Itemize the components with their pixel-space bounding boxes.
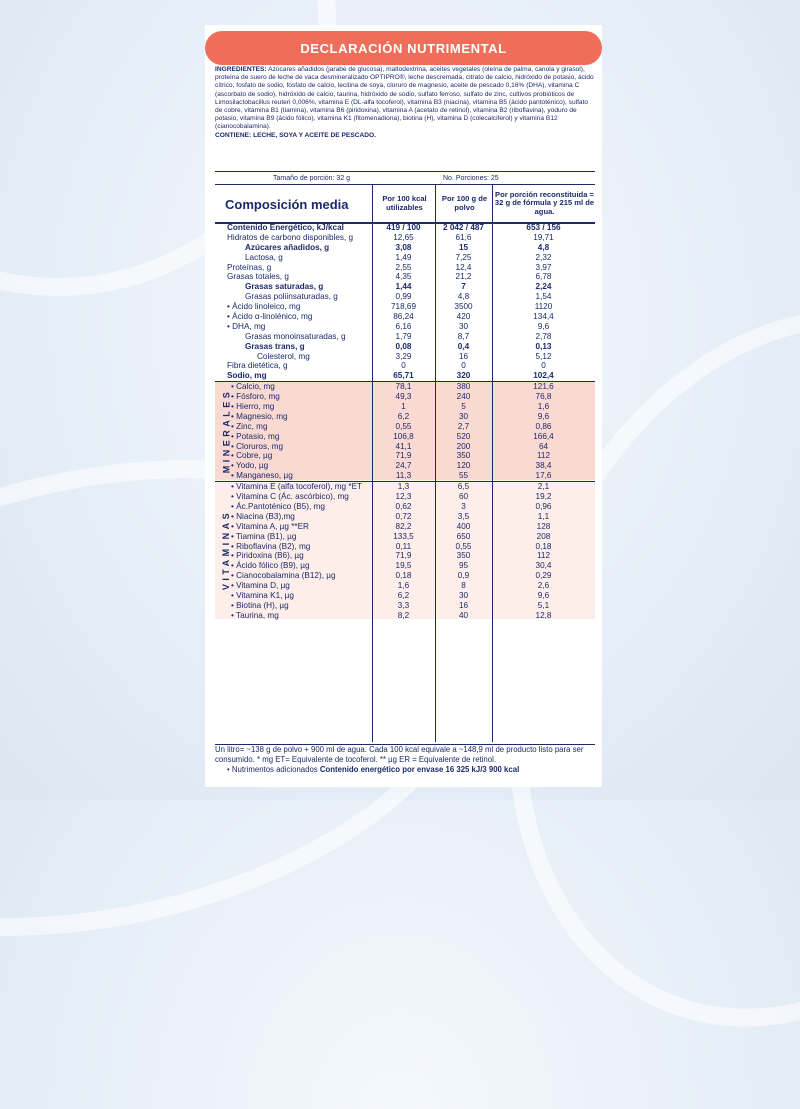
table-row	[215, 272, 595, 282]
nutrient-name: Grasas monoinsaturadas, g	[245, 331, 346, 341]
nutrient-value-v3: 9,6	[537, 411, 550, 421]
nutrient-value-v2: 0,4	[457, 341, 470, 351]
nutrient-name: • Hierro, mg	[231, 402, 275, 412]
nutrient-value-v2: 2 042 / 487	[443, 223, 484, 232]
footer-energy-content: Contenido energético por envase 16 325 kJ/3 900 kcal	[319, 765, 520, 774]
nutrient-value-v1: 1,3	[397, 482, 410, 492]
table-row	[215, 263, 595, 273]
nutrient-value-v2: 420	[456, 312, 471, 322]
nutrient-value-v2: 30	[458, 321, 469, 331]
nutrient-value-v1: 78,1	[395, 382, 412, 392]
nutrient-value-v3: 2,1	[537, 482, 550, 492]
table-row	[215, 481, 595, 492]
nutrient-value-v1: 3,08	[395, 242, 412, 252]
nutrient-value-v3: 1,54	[535, 292, 552, 302]
nutrient-value-v3: 102,4	[533, 371, 554, 381]
nutrient-value-v2: 350	[456, 451, 471, 461]
table-row	[215, 601, 595, 611]
nutrient-name: • Vitamina K1, µg	[231, 590, 294, 600]
nutrient-value-v2: 400	[456, 521, 471, 531]
nutrient-value-v2: 0,9	[457, 571, 470, 581]
nutrient-name: Grasas trans, g	[245, 341, 305, 351]
nutrient-value-v3: 134,4	[533, 312, 554, 322]
nutrient-value-v1: 4,35	[395, 272, 412, 282]
table-row	[215, 371, 595, 381]
nutrient-value-v3: 12,8	[535, 610, 552, 620]
table-row	[215, 381, 595, 392]
table-row	[215, 292, 595, 302]
nutrient-name: Grasas totales, g	[227, 272, 289, 282]
nutrition-table-body	[215, 223, 595, 621]
nutrient-value-v1: 49,3	[395, 392, 412, 402]
nutrient-value-v3: 5,1	[537, 600, 550, 610]
footer-line-1: Un litro= ~138 g de polvo + 900 ml de agua. Cada 100 kcal equivale a ~148,9 ml de producto listo para ser consumido. * mg ET= Equivalente de tocoferol. ** µg ER = Equivalente de retinol.	[215, 745, 584, 764]
nutrient-value-v1: 1,44	[395, 282, 412, 292]
nutrient-name: Lactosa, g	[245, 252, 283, 262]
nutrient-value-v2: 0,55	[455, 541, 472, 551]
nutrient-name: • Riboflavina (B2), mg	[231, 541, 311, 551]
nutrient-name: • Vitamina A, µg **ER	[231, 521, 309, 531]
nutrient-value-v3: 19,71	[533, 232, 554, 242]
nutrient-value-v1: 82,2	[395, 521, 412, 531]
nutrient-value-v3: 38,4	[535, 461, 552, 471]
nutrient-value-v3: 2,24	[535, 282, 552, 292]
nutrient-value-v3: 2,6	[537, 581, 550, 591]
nutrient-name: • DHA, mg	[227, 321, 266, 331]
nutrient-value-v2: 6,5	[457, 482, 470, 492]
nutrient-name: • Taurina, mg	[231, 610, 279, 620]
column-header-per-100kcal: Por 100 kcal utilizables	[372, 185, 436, 222]
nutrient-value-v1: 1	[401, 402, 406, 412]
nutrient-value-v1: 6,2	[397, 590, 410, 600]
nutrient-value-v3: 0,86	[535, 421, 552, 431]
table-row	[215, 392, 595, 402]
nutrient-value-v3: 1,6	[537, 402, 550, 412]
nutrient-value-v2: 16	[458, 600, 469, 610]
nutrient-value-v2: 380	[456, 382, 471, 392]
nutrient-value-v1: 8,2	[397, 610, 410, 620]
table-row	[215, 361, 595, 371]
nutrient-value-v2: 12,4	[455, 262, 472, 272]
table-row	[215, 571, 595, 581]
nutrient-name: Grasas poliinsaturadas, g	[245, 292, 338, 302]
nutrient-value-v3: 30,4	[535, 561, 552, 571]
nutrient-name: • Vitamina C (Ác. ascórbico), mg	[231, 492, 349, 502]
table-row	[215, 332, 595, 342]
nutrient-name: • Niacina (B3),mg	[231, 511, 295, 521]
nutrient-value-v3: 1120	[534, 302, 553, 312]
nutrient-value-v1: 419 / 100	[386, 223, 421, 232]
table-row	[215, 412, 595, 422]
table-row	[215, 432, 595, 442]
nutrient-value-v2: 5	[461, 402, 466, 412]
nutrient-value-v1: 41,1	[395, 441, 412, 451]
nutrient-name: • Ácido fólico (B9), µg	[231, 561, 310, 571]
nutrient-value-v3: 0,29	[535, 571, 552, 581]
nutrient-value-v3: 19,2	[535, 492, 552, 502]
nutrient-name: • Ácido linoleico, mg	[227, 302, 301, 312]
nutrient-value-v3: 64	[538, 441, 549, 451]
nutrient-value-v3: 208	[536, 531, 551, 541]
table-header	[215, 185, 595, 224]
nutrient-value-v2: 0	[461, 361, 466, 371]
nutrient-value-v2: 95	[458, 561, 469, 571]
nutrient-value-v2: 55	[458, 471, 469, 481]
nutrient-value-v2: 40	[458, 610, 469, 620]
nutrient-value-v1: 0,62	[395, 501, 412, 511]
nutrient-value-v3: 653 / 156	[526, 223, 561, 232]
nutrient-value-v3: 4,8	[537, 242, 550, 252]
nutrient-value-v3: 0,18	[535, 541, 552, 551]
portion-row	[215, 171, 595, 185]
nutrient-value-v3: 3,97	[535, 262, 552, 272]
nutrient-value-v3: 2,32	[535, 252, 552, 262]
nutrient-name: • Potasio, mg	[231, 431, 280, 441]
nutrient-value-v1: 0,99	[395, 292, 412, 302]
table-row	[215, 422, 595, 432]
nutrient-value-v2: 16	[458, 351, 469, 361]
nutrient-value-v2: 4,8	[457, 292, 470, 302]
nutrient-name: • Biotina (H), µg	[231, 600, 289, 610]
nutrient-value-v1: 24,7	[395, 461, 412, 471]
nutrient-value-v1: 1,6	[397, 581, 410, 591]
table-row	[215, 243, 595, 253]
nutrient-name: Colesterol, mg	[257, 351, 310, 361]
nutrient-value-v1: 2,55	[395, 262, 412, 272]
nutrient-value-v2: 650	[456, 531, 471, 541]
table-row	[215, 352, 595, 362]
table-row	[215, 302, 595, 312]
nutrient-value-v1: 3,3	[397, 600, 410, 610]
nutrient-name: Azúcares añadidos, g	[245, 242, 330, 252]
nutrient-value-v1: 6,16	[395, 321, 412, 331]
nutrient-name: • Yodo, µg	[231, 461, 269, 471]
table-row	[215, 342, 595, 352]
nutrient-name: Hidratos de carbono disponibles, g	[227, 232, 354, 242]
nutrient-value-v1: 133,5	[393, 531, 414, 541]
ingredients-block	[215, 66, 596, 140]
nutrient-value-v1: 3,29	[395, 351, 412, 361]
table-row	[215, 471, 595, 481]
ingredients-label: INGREDIENTES:	[215, 66, 267, 73]
nutrient-value-v3: 121,6	[533, 382, 554, 392]
nutrient-value-v1: 106,8	[393, 431, 414, 441]
nutrient-value-v3: 166,4	[533, 431, 554, 441]
nutrient-name: Fibra dietética, g	[227, 361, 288, 371]
table-row	[215, 253, 595, 263]
column-header-per-portion: Por porción reconstituida = 32 g de fórmula y 215 ml de agua.	[492, 185, 596, 222]
nutrient-name: Contenido Energético, kJ/kcal	[227, 223, 344, 232]
nutrient-value-v1: 12,65	[393, 232, 414, 242]
nutrient-name: • Calcio, mg	[231, 382, 275, 392]
nutrient-value-v1: 0	[401, 361, 406, 371]
nutrient-value-v1: 71,9	[395, 551, 412, 561]
table-row	[215, 492, 595, 502]
table-row	[215, 532, 595, 542]
nutrient-value-v1: 12,3	[395, 492, 412, 502]
nutrient-value-v3: 9,6	[537, 590, 550, 600]
nutrient-name: • Magnesio, mg	[231, 411, 288, 421]
nutrient-value-v1: 1,49	[395, 252, 412, 262]
footer-line-2	[215, 765, 595, 775]
minerales-label-text: MINERALES	[221, 388, 232, 474]
nutrient-value-v2: 3500	[454, 302, 473, 312]
nutrient-value-v3: 5,12	[535, 351, 552, 361]
nutrient-name: • Ácido α-linolénico, mg	[227, 312, 313, 322]
nutrient-value-v1: 71,9	[395, 451, 412, 461]
nutrient-value-v2: 8,7	[457, 331, 470, 341]
nutrient-value-v2: 7,25	[455, 252, 472, 262]
nutrient-value-v2: 8	[461, 581, 466, 591]
portion-count: No. Porciones: 25	[443, 174, 499, 182]
nutrient-value-v2: 60	[458, 492, 469, 502]
nutrient-value-v1: 19,5	[395, 561, 412, 571]
nutrient-value-v2: 30	[458, 590, 469, 600]
column-header-per-100g: Por 100 g de polvo	[435, 185, 493, 222]
nutrient-value-v2: 3	[461, 501, 466, 511]
nutrient-name: • Manganeso, µg	[231, 471, 293, 481]
nutrient-value-v3: 9,6	[537, 321, 550, 331]
nutrient-value-v2: 520	[456, 431, 471, 441]
nutrient-value-v2: 15	[458, 242, 469, 252]
table-row	[215, 502, 595, 512]
table-row	[215, 512, 595, 522]
nutrient-value-v2: 21,2	[455, 272, 472, 282]
table-row	[215, 611, 595, 621]
table-row	[215, 542, 595, 552]
table-row	[215, 451, 595, 461]
footer-notes	[215, 744, 595, 775]
table-row	[215, 233, 595, 243]
label-title: DECLARACIÓN NUTRIMENTAL	[205, 31, 602, 65]
nutrient-name: Sodio, mg	[227, 371, 267, 381]
nutrient-name: • Fósforo, mg	[231, 392, 280, 402]
nutrient-name: • Zinc, mg	[231, 421, 268, 431]
nutrient-value-v3: 0,96	[535, 501, 552, 511]
ingredients-text: Azúcares añadidos (jarabe de glucosa), maltodextrina, aceites vegetales (oleína de palma, canola y girasol), proteína de suero de leche de vaca desmineralizado OPTIPRO®, leche descremada, citrato de calcio, hidróxido de potasio, ácido cítrico, fosfato de sodio, fosfato de calcio, lecitina de soya, cloruro de magnesio, aceite de pescado 0,16% (DHA), vitamina C (ascorbato de sodio), hidróxido de calcio, taurina, hidróxido de sodio, sulfato ferroso, sulfato de zinc, cultivos probióticos de Limosilactobacillus reuteri 0,006%, vitamina E (DL-alfa tocoferol), vitamina B3 (niacina), vitamina B5 (ácido pantoténico), sulfato de cobre, vitamina B1 (tiamina), vitamina B6 (piridoxina), vitamina A (acetato de retinol), vitamina B2 (riboflavina), yoduro de potasio, vitamina B9 (ácido fólico), vitamina K1 (fitomenadiona), biotina (H), vitamina D (colecalciferol) y vitamina B12 (cianocobalamina).	[215, 66, 594, 131]
nutrient-name: • Piridoxina (B6), µg	[231, 551, 304, 561]
nutrient-name: • Vitamina E (alfa tocoferol), mg *ET	[231, 482, 363, 492]
nutrient-value-v3: 128	[536, 521, 551, 531]
nutrient-value-v3: 112	[536, 451, 551, 461]
nutrient-value-v1: 65,71	[393, 371, 414, 381]
nutrient-name: Proteínas, g	[227, 262, 272, 272]
nutrient-value-v3: 112	[536, 551, 551, 561]
nutrient-name: • Vitamina D, µg	[231, 581, 290, 591]
table-row	[215, 282, 595, 292]
nutrient-name: • Cloruros, mg	[231, 441, 284, 451]
nutrient-name: • Cobre, µg	[231, 451, 273, 461]
nutrient-value-v3: 76,8	[535, 392, 552, 402]
nutrient-value-v3: 1,1	[537, 511, 550, 521]
nutrient-value-v2: 120	[456, 461, 471, 471]
nutrient-value-v3: 17,6	[535, 471, 552, 481]
table-row	[215, 223, 595, 233]
nutrient-value-v1: 0,18	[395, 571, 412, 581]
nutrient-value-v2: 320	[456, 371, 471, 381]
table-row	[215, 522, 595, 532]
nutrient-value-v1: 1,79	[395, 331, 412, 341]
nutrient-value-v2: 30	[458, 411, 469, 421]
nutrient-value-v1: 0,11	[395, 541, 412, 551]
table-row	[215, 591, 595, 601]
nutrient-value-v1: 0,72	[395, 511, 412, 521]
table-row	[215, 312, 595, 322]
nutrient-name: • Tiamina (B1), µg	[231, 531, 297, 541]
table-row	[215, 442, 595, 452]
nutrient-value-v2: 350	[456, 551, 471, 561]
footer-added-nutrients: • Nutrimentos adicionados	[227, 765, 318, 774]
nutrient-value-v2: 61,6	[455, 232, 472, 242]
composition-heading: Composición media	[225, 197, 349, 212]
nutrient-value-v1: 6,2	[397, 411, 410, 421]
nutrient-value-v3: 6,78	[535, 272, 552, 282]
allergens-statement: CONTIENE: LECHE, SOYA Y ACEITE DE PESCADO.	[215, 131, 376, 139]
nutrient-value-v1: 11,3	[395, 471, 412, 481]
nutrient-value-v2: 2,7	[457, 421, 470, 431]
table-row	[215, 581, 595, 591]
nutrient-value-v3: 0,13	[535, 341, 552, 351]
nutrient-value-v2: 3,5	[457, 511, 470, 521]
nutrient-value-v1: 86,24	[393, 312, 414, 322]
portion-size: Tamaño de porción: 32 g	[273, 174, 351, 182]
nutrient-value-v2: 240	[456, 392, 471, 402]
nutrient-value-v3: 0	[541, 361, 546, 371]
nutrient-value-v1: 0,08	[395, 341, 412, 351]
nutrient-value-v2: 7	[461, 282, 466, 292]
table-row	[215, 402, 595, 412]
table-row	[215, 551, 595, 561]
nutrition-label-panel	[205, 25, 602, 787]
table-row	[215, 322, 595, 332]
nutrient-name: • Ác.Pantoténico (B5), mg	[231, 501, 325, 511]
nutrient-value-v3: 2,78	[535, 331, 552, 341]
nutrient-name: • Cianocobalamina (B12), µg	[231, 571, 336, 581]
table-row	[215, 461, 595, 471]
nutrient-value-v1: 718,69	[390, 302, 417, 312]
nutrient-value-v2: 200	[456, 441, 471, 451]
vitaminas-label-text: VITAMINAS	[221, 509, 231, 590]
nutrient-name: Grasas saturadas, g	[245, 282, 324, 292]
nutrient-value-v1: 0,55	[395, 421, 412, 431]
table-row	[215, 561, 595, 571]
